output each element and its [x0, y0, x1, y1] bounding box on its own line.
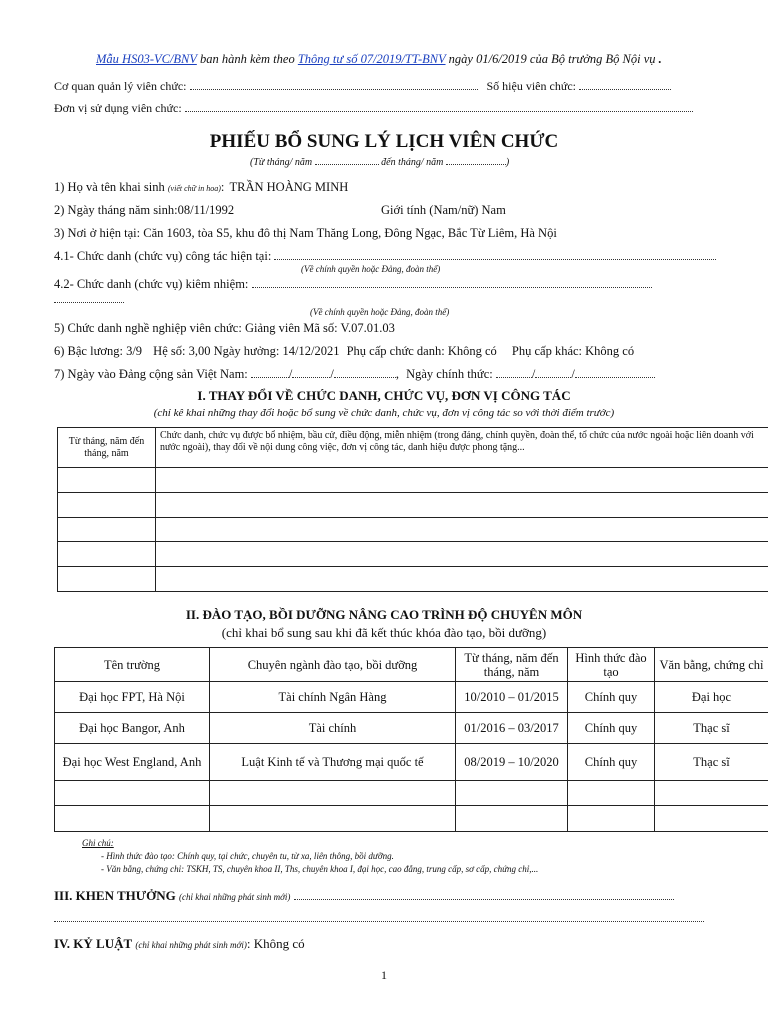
gender-label: Giới tính (Nam/nữ): [381, 203, 479, 217]
notes-training-form: - Hình thức đào tạo: Chính quy, tại chức, chuyên tu, từ xa, liên thông, bồi dưỡng.: [101, 851, 394, 861]
table-row: [58, 493, 768, 518]
employee-id-blank[interactable]: [579, 79, 671, 90]
table-row: [55, 806, 768, 832]
form-reference-line: [96, 51, 662, 67]
table-cell[interactable]: [58, 493, 156, 518]
training-form-cell[interactable]: [568, 806, 655, 832]
concurrent-position-blank[interactable]: [252, 277, 652, 288]
section4-line: [54, 936, 305, 953]
discipline-value[interactable]: Không có: [253, 936, 305, 951]
school-cell[interactable]: Đại học Bangor, Anh: [55, 713, 210, 744]
notes-title: Ghi chú:: [82, 838, 114, 848]
title-allowance-label: Phụ cấp chức danh:: [346, 344, 445, 358]
major-cell[interactable]: Tài chính Ngân Hàng: [210, 682, 456, 713]
period-cell[interactable]: 08/2019 – 10/2020: [456, 744, 568, 781]
table-cell[interactable]: [156, 518, 768, 542]
period-cell[interactable]: [456, 806, 568, 832]
address-label: 3) Nơi ở hiện tại:: [54, 226, 141, 240]
table-row: [58, 468, 768, 493]
table-cell[interactable]: [58, 518, 156, 542]
header-degree: Văn bằng, chứng chỉ: [655, 648, 768, 682]
notes-degree: - Văn bằng, chứng chỉ: TSKH, TS, chuyên khoa II, Ths, chuyên khoa I, đại học, cao đẳng, trung cấp, sơ cấp, chứng chỉ,...: [101, 864, 539, 874]
party-join-day[interactable]: [251, 367, 289, 378]
degree-cell[interactable]: Thạc sĩ: [655, 744, 768, 781]
school-cell[interactable]: [55, 806, 210, 832]
school-cell[interactable]: Đại học FPT, Hà Nội: [55, 682, 210, 713]
rewards-continuation: [54, 910, 704, 926]
party-official-day[interactable]: [496, 367, 532, 378]
other-allowance-value[interactable]: Không có: [585, 344, 635, 358]
field-gender: [381, 202, 506, 218]
professional-title-value[interactable]: Giảng viên: [244, 321, 301, 335]
using-unit-blank[interactable]: [185, 101, 693, 112]
current-position-blank[interactable]: [274, 249, 716, 260]
section1-header-row: [58, 428, 768, 468]
managing-agency-label: Cơ quan quản lý viên chức:: [54, 79, 187, 93]
issued-text: ban hành kèm theo: [196, 52, 298, 66]
major-cell[interactable]: Tài chính: [210, 713, 456, 744]
salary-grade-label: 6) Bậc lương:: [54, 344, 123, 358]
major-cell[interactable]: [210, 806, 456, 832]
party-join-label: 7) Ngày vào Đảng cộng sản Việt Nam:: [54, 367, 248, 381]
section2-note: (chỉ khai bổ sung sau khi đã kết thúc khóa đào tạo, bồi dưỡng): [221, 625, 547, 640]
title-allowance-value[interactable]: Không có: [447, 344, 497, 358]
concurrent-position-note: (Về chính quyền hoặc Đảng, đoàn thể): [310, 307, 450, 317]
period-from-label: Từ tháng/ năm: [253, 157, 313, 168]
section1-table: [57, 427, 768, 592]
rewards-blank[interactable]: [294, 889, 674, 900]
current-position-note: (Về chính quyền hoặc Đảng, đoàn thể): [301, 264, 441, 274]
concurrent-position-blank-2[interactable]: [54, 292, 124, 303]
period-to-label: đến tháng/ năm: [381, 157, 444, 168]
full-name-value[interactable]: TRẦN HOÀNG MINH: [229, 180, 349, 194]
section1-title: I. THAY ĐỔI VỀ CHỨC DANH, CHỨC VỤ, ĐƠN VỊ CÔNG TÁC: [197, 388, 571, 403]
other-allowance-label: Phụ cấp khác:: [511, 344, 583, 358]
training-form-cell[interactable]: Chính quy: [568, 682, 655, 713]
section2-title: II. ĐÀO TẠO, BỒI DƯỠNG NÂNG CAO TRÌNH ĐỘ CHUYÊN MÔN: [185, 607, 583, 622]
period-cell[interactable]: [456, 781, 568, 806]
period-cell[interactable]: 10/2010 – 01/2015: [456, 682, 568, 713]
period-close: ): [505, 157, 510, 168]
header-school: Tên trường: [55, 648, 210, 682]
section2-header-row: [55, 648, 768, 682]
field-address: [54, 225, 557, 241]
major-cell[interactable]: [210, 781, 456, 806]
major-cell[interactable]: Luật Kinh tế và Thương mại quốc tế: [210, 744, 456, 781]
section3-note: (chỉ khai những phát sinh mới): [178, 892, 291, 902]
form-code-link[interactable]: Mẫu HS03-VC/BNV: [96, 52, 197, 66]
header-period: Từ tháng, năm đến tháng, năm: [456, 648, 568, 682]
table-cell[interactable]: [156, 493, 768, 518]
section1-col-change: Chức danh, chức vụ được bổ nhiệm, bầu cử, điều động, miễn nhiệm (trong đảng, chính quyền, đoàn thể, tổ chức của nước ngoài hoặc liên doanh với nước ngoài), thay đổi về nội dung công việc, đơn vị công tác, danh hiệu được phong tặng...: [156, 428, 768, 468]
field-salary: [54, 343, 634, 359]
table-row: [55, 744, 768, 781]
professional-title-label: 5) Chức danh nghề nghiệp viên chức:: [54, 321, 242, 335]
header-training-form: Hình thức đào tạo: [568, 648, 655, 682]
party-official-label: Ngày chính thức:: [406, 367, 493, 381]
managing-agency-line: [54, 78, 671, 94]
party-official-year[interactable]: [575, 367, 655, 378]
party-join-year[interactable]: [334, 367, 396, 378]
using-unit-label: Đơn vị sử dụng viên chức:: [54, 101, 182, 115]
concurrent-position-continuation: [54, 291, 124, 307]
table-cell[interactable]: [58, 567, 156, 592]
table-row: [58, 542, 768, 567]
section4-title: IV. KỶ LUẬT: [54, 936, 133, 951]
gender-value[interactable]: Nam: [481, 203, 506, 217]
field-party-date: 7) Ngày vào Đảng cộng sản Việt Nam: / / , Ngày chính thức: / /: [54, 366, 655, 382]
form-title: PHIẾU BỔ SUNG LÝ LỊCH VIÊN CHỨC: [209, 131, 559, 152]
header-major: Chuyên ngành đào tạo, bồi dưỡng: [210, 648, 456, 682]
school-cell[interactable]: [55, 781, 210, 806]
training-form-cell[interactable]: Chính quy: [568, 744, 655, 781]
section1-note: (chỉ kê khai những thay đổi hoặc bổ sung về chức danh, chức vụ, đơn vị công tác so với thời điểm trước): [153, 407, 615, 419]
degree-cell[interactable]: Thạc sĩ: [655, 713, 768, 744]
effective-date-value[interactable]: 14/12/2021: [282, 344, 340, 358]
section3-title: III. KHEN THƯỞNG: [54, 888, 176, 903]
effective-date-label: Ngày hưởng:: [213, 344, 280, 358]
table-row: [58, 518, 768, 542]
period-line: [250, 154, 509, 171]
party-join-month[interactable]: [292, 367, 330, 378]
managing-agency-blank[interactable]: [190, 79, 478, 90]
field-full-name: [54, 179, 348, 197]
field-professional-title: [54, 320, 395, 336]
birth-date-value[interactable]: 08/11/1992: [177, 203, 235, 217]
degree-cell[interactable]: [655, 806, 768, 832]
salary-grade-value[interactable]: 3/9: [126, 344, 143, 358]
current-position-label: 4.1- Chức danh (chức vụ) công tác hiện tại:: [54, 249, 272, 263]
rewards-blank-2[interactable]: [54, 911, 704, 922]
training-form-cell[interactable]: [568, 781, 655, 806]
field-birth-date: [54, 202, 234, 218]
period-cell[interactable]: 01/2016 – 03/2017: [456, 713, 568, 744]
circular-link[interactable]: Thông tư số 07/2019/TT-BNV: [297, 52, 446, 66]
code-value[interactable]: V.07.01.03: [340, 321, 395, 335]
table-cell[interactable]: [58, 468, 156, 493]
table-cell[interactable]: [156, 542, 768, 567]
period-to-blank[interactable]: [446, 154, 506, 165]
table-cell[interactable]: [156, 468, 768, 493]
degree-cell[interactable]: Đại học: [655, 682, 768, 713]
field-concurrent-position: [54, 276, 652, 292]
table-row: [58, 567, 768, 592]
employee-id-label: Số hiệu viên chức:: [486, 79, 576, 93]
table-cell[interactable]: [58, 542, 156, 567]
table-row: [55, 682, 768, 713]
full-name-hint: (viết chữ in hoa): [167, 184, 221, 193]
table-row: [55, 713, 768, 744]
section4-note: (chỉ khai những phát sinh mới): [135, 940, 247, 950]
address-value[interactable]: Căn 1603, tòa S5, khu đô thị Nam Thăng Long, Đông Ngạc, Bắc Từ Liêm, Hà Nội: [143, 226, 557, 240]
section4-colon: :: [246, 936, 251, 951]
issued-date-text: ngày 01/6/2019 của Bộ trưởng Bộ Nội vụ: [445, 52, 656, 66]
coefficient-label: Hệ số:: [153, 344, 186, 358]
period-open: (: [250, 157, 254, 168]
period-from-blank[interactable]: [315, 154, 379, 165]
table-cell[interactable]: [156, 567, 768, 592]
section1-col-period: Từ tháng, năm đến tháng, năm: [58, 428, 156, 468]
birth-date-label: 2) Ngày tháng năm sinh:: [54, 203, 178, 217]
training-form-cell[interactable]: Chính quy: [568, 713, 655, 744]
school-cell[interactable]: Đại học West England, Anh: [55, 744, 210, 781]
table-row: [55, 781, 768, 806]
header-dot: .: [655, 52, 662, 66]
field-current-position: [54, 248, 716, 264]
coefficient-value[interactable]: 3,00: [188, 344, 211, 358]
page-number: 1: [381, 968, 387, 982]
concurrent-position-label: 4.2- Chức danh (chức vụ) kiêm nhiệm:: [54, 277, 249, 291]
degree-cell[interactable]: [655, 781, 768, 806]
full-name-colon: :: [220, 180, 225, 194]
section3-line: [54, 888, 674, 905]
section2-table: [54, 647, 768, 832]
code-label: Mã số:: [303, 321, 338, 335]
full-name-label: 1) Họ và tên khai sinh: [54, 180, 165, 194]
using-unit-line: [54, 100, 693, 116]
party-official-month[interactable]: [535, 367, 571, 378]
